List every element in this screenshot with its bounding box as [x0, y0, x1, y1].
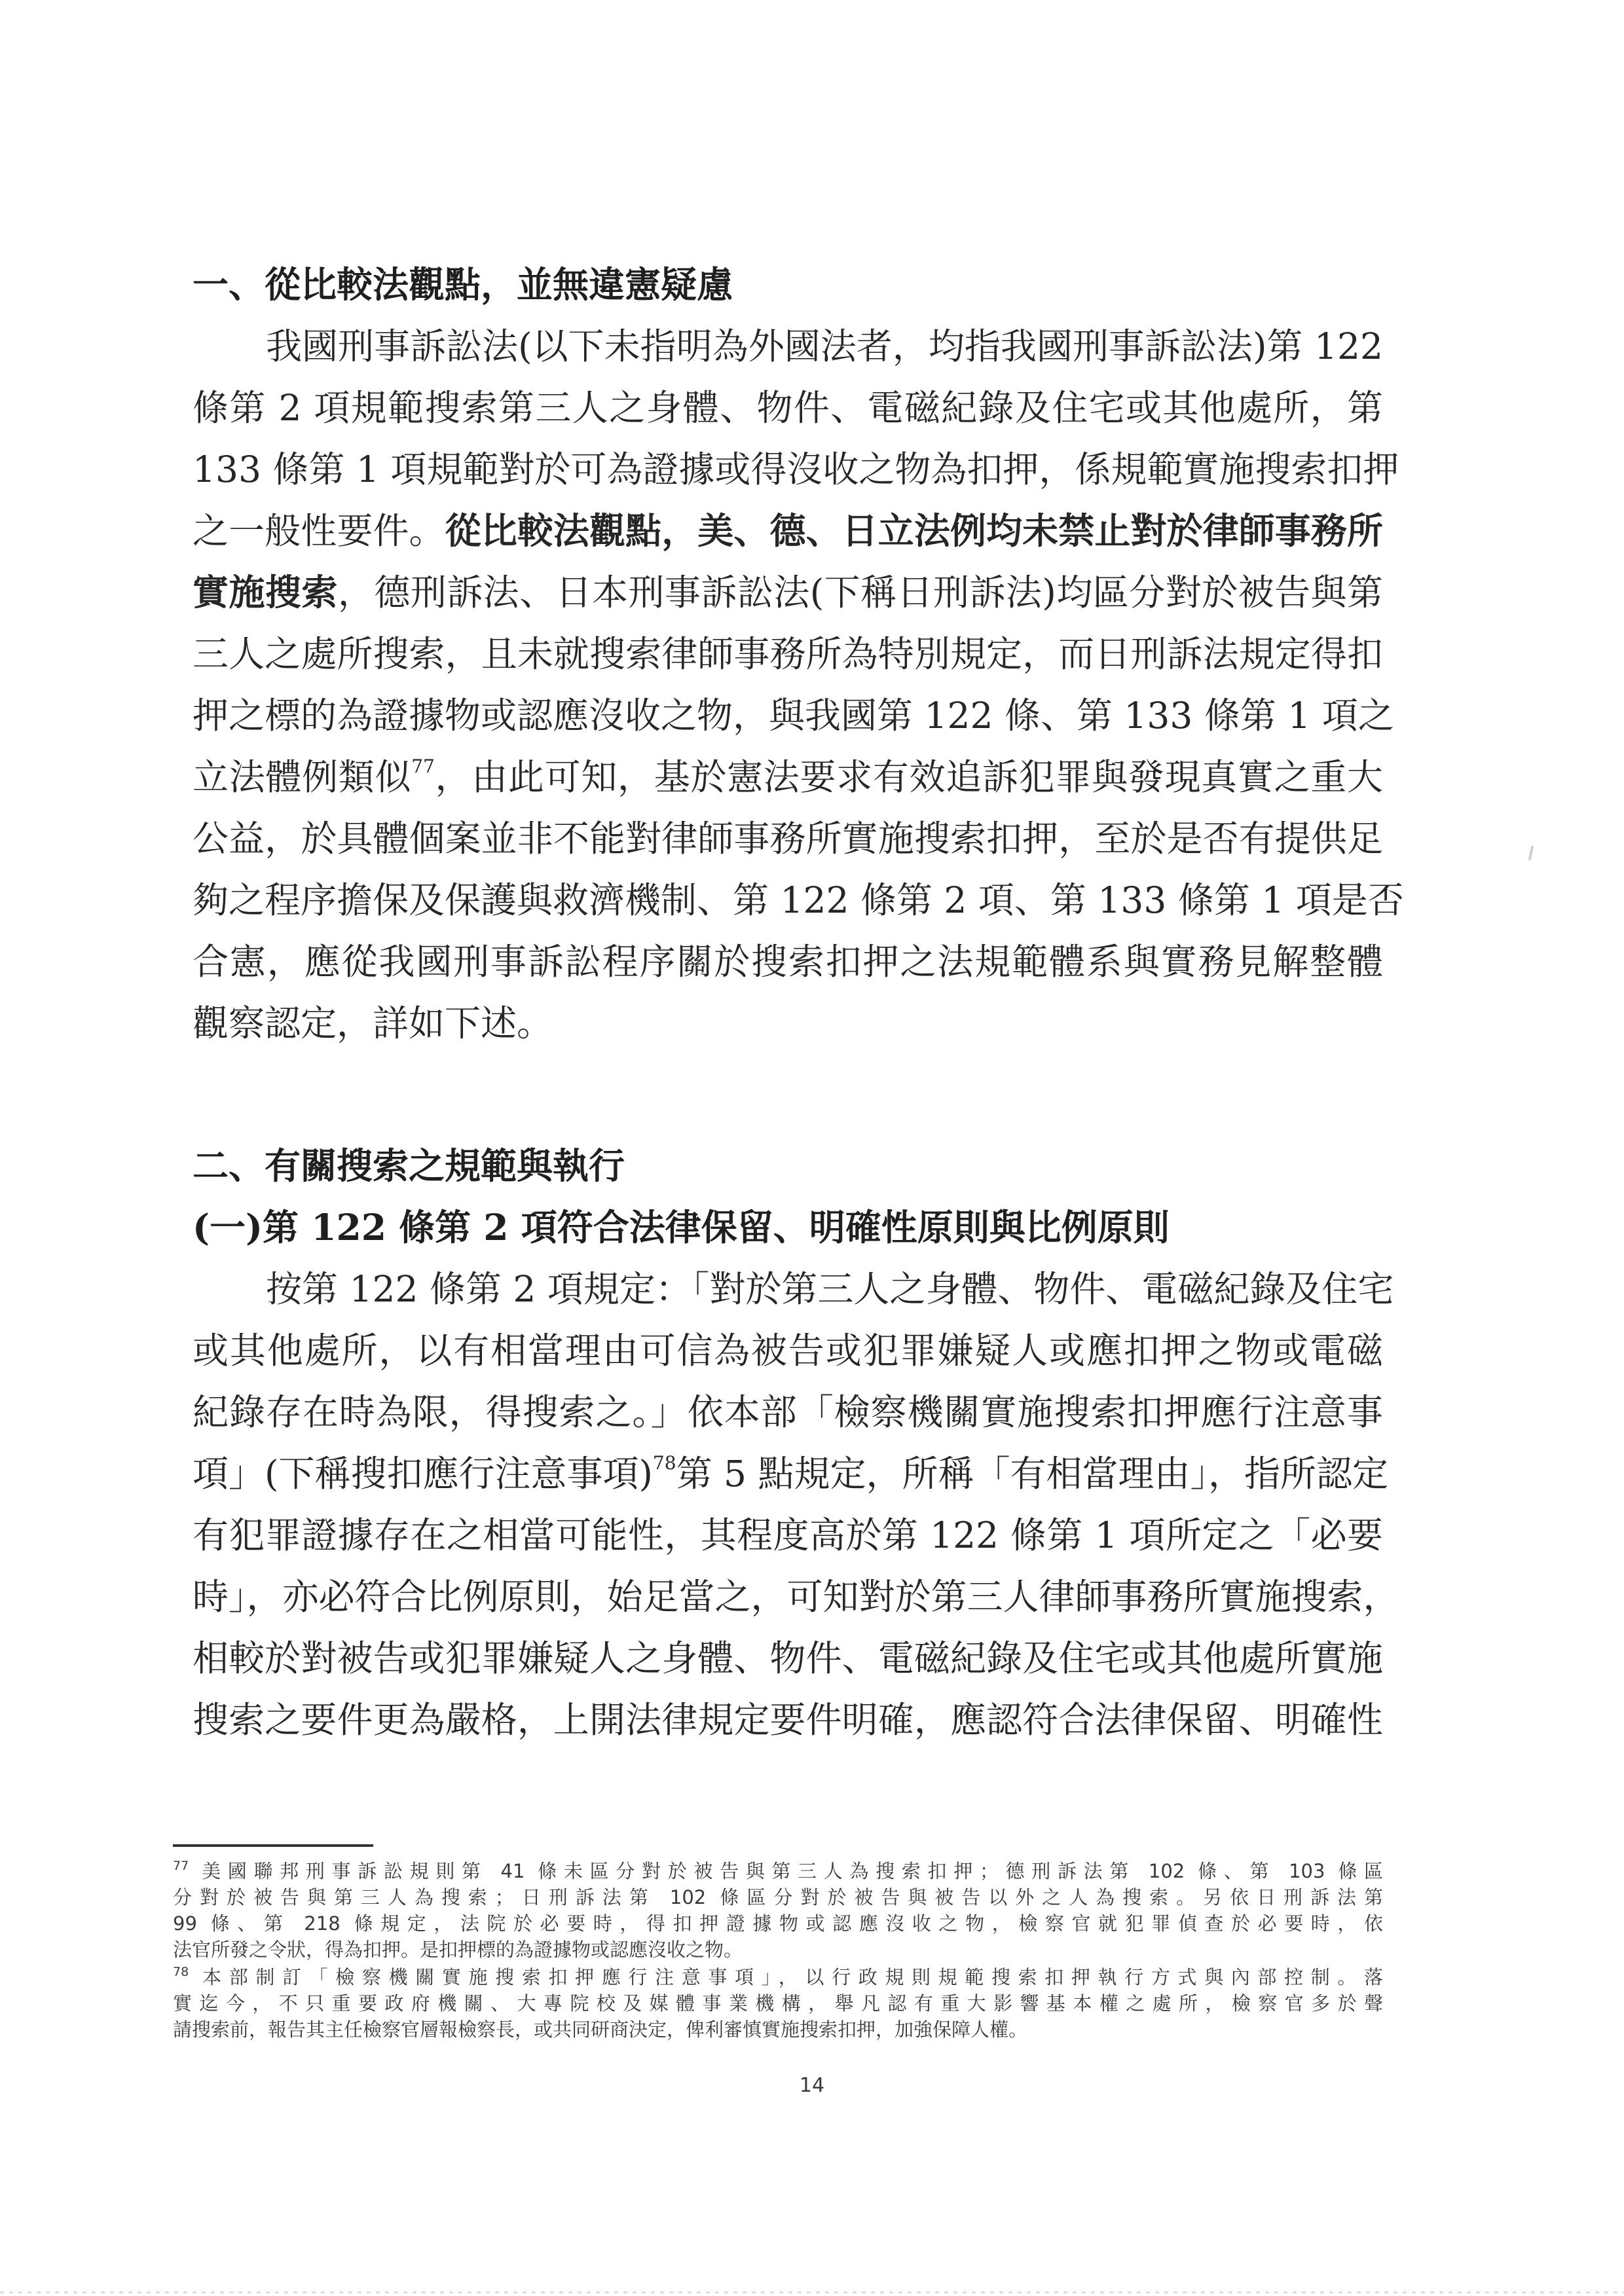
body-text: 第 5 點規定，所稱「有相當理由」，指所認定 [676, 1453, 1389, 1495]
body-line: 133 條第 1 項規範對於可為證據或得沒收之物為扣押，係規範實施搜索扣押 [193, 448, 1399, 490]
footnote-text: 本部制訂「檢察機關實施搜索扣押應行注意事項」，以行政規則規範搜索扣押執行方式與內部控制。落 [202, 1966, 1383, 1988]
footnote-77-line: 分對於被告與第三人為搜索；日刑訴法第 102 條區分對於被告與被告以外之人為搜索。另依日刑訴法第 [173, 1886, 1383, 1908]
body-line: 時」，亦必符合比例原則，始足當之，可知對於第三人律師事務所實施搜索， [193, 1576, 1399, 1618]
body-line: 夠之程序擔保及保護與救濟機制、第 122 條第 2 項、第 133 條第 1 項是否 [193, 879, 1404, 921]
body-line: 公益，於具體個案並非不能對律師事務所實施搜索扣押，至於是否有提供足 [193, 818, 1383, 860]
body-line: 條第 2 項規範搜索第三人之身體、物件、電磁紀錄及住宅或其他處所，第 [193, 387, 1383, 429]
footnote-number: 78 [173, 1965, 189, 1979]
footnote-77-line: 法官所發之令狀，得為扣押。是扣押標的為證據物或認應沒收之物。 [173, 1939, 743, 1961]
subsection-heading: (一)第 122 條第 2 項符合法律保留、明確性原則與比例原則 [193, 1206, 1170, 1248]
footnote-ref-78[interactable]: 78 [652, 1452, 676, 1474]
body-line: 我國刑事訴訟法(以下未指明為外國法者，均指我國刑事訴訟法)第 122 [266, 325, 1383, 367]
footnote-text: 美國聯邦刑事訴訟規則第 41 條未區分對於被告與第三人為搜索扣押；德刑訴法第 102 條、第 103 條區 [202, 1860, 1384, 1882]
page-number: 14 [799, 2074, 825, 2097]
scan-speck [1528, 846, 1534, 860]
body-line: 或其他處所，以有相當理由可信為被告或犯罪嫌疑人或應扣押之物或電磁 [193, 1330, 1383, 1372]
body-text: 項」(下稱搜扣應行注意事項) [193, 1453, 653, 1495]
emphasis-text: 實施搜索 [193, 571, 338, 613]
scan-edge [0, 2291, 1624, 2293]
body-text: 之一般性要件。 [193, 510, 445, 552]
body-line [193, 563, 1383, 622]
body-line [193, 501, 1383, 560]
body-text: ，德刑訴法、日本刑事訴訟法(下稱日刑訴法)均區分對於被告與第 [337, 572, 1383, 613]
body-line [193, 748, 1383, 807]
body-text: 立法體例類似 [193, 756, 412, 798]
footnote-77-line [173, 1858, 1383, 1884]
footnote-78-line: 實迄今，不只重要政府機關、大專院校及媒體事業機構，舉凡認有重大影響基本權之處所，檢察官多於聲 [173, 1992, 1383, 2014]
footnote-77-line: 99 條、第 218 條規定，法院於必要時，得扣押證據物或認應沒收之物，檢察官就犯罪偵查於必要時，依 [173, 1912, 1383, 1935]
footnote-number: 77 [173, 1859, 189, 1873]
body-line: 合憲，應從我國刑事訴訟程序關於搜索扣押之法規範體系與實務見解整體 [193, 941, 1383, 983]
footnote-ref-77[interactable]: 77 [411, 756, 435, 777]
body-line: 按第 122 條第 2 項規定：「對於第三人之身體、物件、電磁紀錄及住宅 [266, 1268, 1394, 1310]
body-line: 押之標的為證據物或認應沒收之物，與我國第 122 條、第 133 條第 1 項之 [193, 695, 1394, 737]
footnote-separator [173, 1844, 373, 1847]
body-line: 相較於對被告或犯罪嫌疑人之身體、物件、電磁紀錄及住宅或其他處所實施 [193, 1637, 1383, 1679]
body-line: 紀錄存在時為限，得搜索之。」依本部「檢察機關實施搜索扣押應行注意事 [193, 1391, 1383, 1433]
body-text: ，由此可知，基於憲法要求有效追訴犯罪與發現真實之重大 [434, 756, 1383, 798]
body-line: 觀察認定，詳如下述。 [193, 1002, 553, 1044]
footnote-78-line: 請搜索前，報告其主任檢察官層報檢察長，或共同研商決定，俾利審慎實施搜索扣押，加強保障人權。 [173, 2018, 1028, 2041]
body-line [193, 1444, 1389, 1503]
section-heading-2: 二、有關搜索之規範與執行 [193, 1144, 625, 1187]
body-line: 搜索之要件更為嚴格，上開法律規定要件明確，應認符合法律保留、明確性 [193, 1699, 1383, 1741]
footnote-78-line [173, 1964, 1383, 1990]
emphasis-text: 從比較法觀點，美、德、日立法例均未禁止對於律師事務所 [445, 509, 1383, 552]
body-line: 三人之處所搜索，且未就搜索律師事務所為特別規定，而日刑訴法規定得扣 [193, 633, 1383, 675]
body-line: 有犯罪證據存在之相當可能性，其程度高於第 122 條第 1 項所定之「必要 [193, 1514, 1383, 1556]
section-heading-1: 一、從比較法觀點，並無違憲疑慮 [193, 263, 733, 306]
